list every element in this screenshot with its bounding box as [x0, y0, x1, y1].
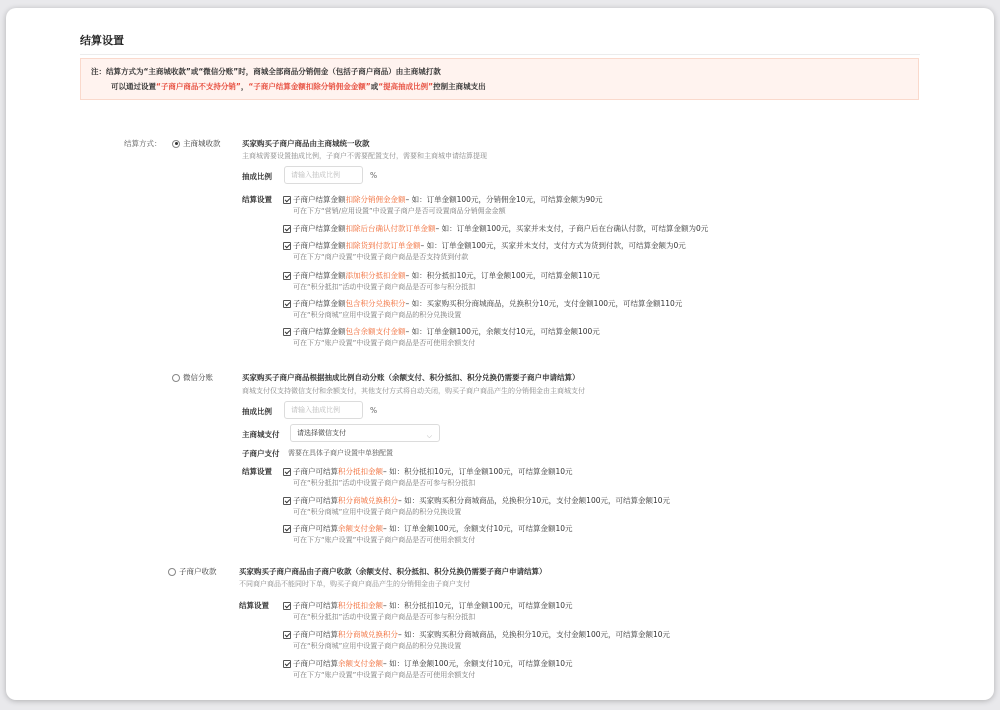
radio-unselected-icon [172, 374, 180, 382]
main-settlement-option[interactable] [283, 326, 600, 337]
option-note: 可在下方“账户设置”中设置子商户商品是否可使用余额支付 [293, 339, 476, 347]
checkbox-checked-icon[interactable] [283, 660, 291, 668]
option-prefix: 子商户结算金额 [293, 224, 346, 233]
radio-label: 子商户收款 [179, 567, 217, 576]
option-highlight: 扣除分销佣金金额 [345, 195, 406, 204]
wechat-rate-label: 抽成比例 [242, 407, 272, 416]
option-example: – 如：买家购买积分商城商品，兑换积分10元，支付金额100元，可结算金额10元 [398, 496, 671, 505]
sub-sub: 不同商户商品不能同时下单，购买子商户商品产生的分销佣金由子商户支付 [239, 580, 470, 588]
option-example: – 如：订单金额100元，余额支付10元，可结算金额10元 [383, 659, 573, 668]
option-highlight: 添加积分抵扣金额 [345, 271, 406, 280]
radio-selected-icon [172, 140, 180, 148]
main-settlement-option[interactable] [283, 270, 600, 281]
notice-text: ， [240, 82, 249, 91]
percent-sign: % [370, 406, 378, 415]
option-note: 可在下方“商户设置”中设置子商户商品是否支持货到付款 [293, 253, 469, 261]
option-example: – 如：订单金额100元，买家并未支付，支付方式为货到付款，可结算金额为0元 [420, 241, 686, 250]
main-settlement-option[interactable] [283, 298, 682, 309]
main-sub: 主商城需要设置抽成比例，子商户不需要配置支付，需要和主商城申请结算提现 [242, 152, 487, 160]
sub-settlement-option[interactable] [283, 658, 573, 669]
option-highlight: 余额支付金额 [338, 659, 383, 668]
option-note: 可在“积分抵扣”活动中设置子商户商品是否可参与积分抵扣 [293, 613, 476, 621]
checkbox-checked-icon[interactable] [283, 242, 291, 250]
checkbox-checked-icon[interactable] [283, 196, 291, 204]
option-highlight: 积分抵扣金额 [338, 601, 383, 610]
notice-link-raise-rate[interactable]: “提高抽成比例” [378, 82, 434, 91]
method-label: 结算方式： [124, 139, 162, 148]
percent-sign: % [370, 171, 378, 180]
option-highlight: 扣除后台确认付款订单金额 [345, 224, 436, 233]
sub-settings-label: 结算设置 [239, 601, 269, 610]
option-example: – 如：买家购买积分商城商品，兑换积分10元，支付金额100元，可结算金额10元 [398, 630, 671, 639]
option-prefix: 子商户可结算 [293, 601, 338, 610]
sub-settlement-option[interactable] [283, 600, 573, 611]
option-highlight: 包含余额支付金额 [345, 327, 406, 336]
settings-card [6, 8, 994, 700]
wechat-desc: 买家购买子商户商品根据抽成比例自动分账（余额支付、积分抵扣、积分兑换仍需要子商户申请结算） [242, 373, 580, 382]
checkbox-checked-icon[interactable] [283, 602, 291, 610]
divider [80, 54, 920, 55]
notice-banner [80, 58, 919, 100]
option-highlight: 扣除货到付款订单金额 [345, 241, 421, 250]
option-example: – 如：订单金额100元，分销佣金10元，可结算金额为90元 [405, 195, 603, 204]
notice-text: 或 [370, 82, 379, 91]
checkbox-checked-icon[interactable] [283, 497, 291, 505]
option-prefix: 子商户结算金额 [293, 241, 346, 250]
checkbox-checked-icon[interactable] [283, 328, 291, 336]
main-rate-input[interactable]: 请输入抽成比例 [284, 166, 363, 184]
wechat-settlement-option[interactable] [283, 466, 573, 477]
wechat-settlement-option[interactable] [283, 523, 573, 534]
main-rate-label: 抽成比例 [242, 172, 272, 181]
sub-settlement-option[interactable] [283, 629, 670, 640]
radio-main-mall[interactable] [172, 138, 221, 149]
radio-sub-merchant[interactable] [168, 566, 217, 577]
option-note: 可在“积分商城”应用中设置子商户商品的积分兑换设置 [293, 642, 462, 650]
select-value: 请选择微信支付 [297, 429, 346, 437]
wechat-settings-label: 结算设置 [242, 467, 272, 476]
option-note: 可在“积分抵扣”活动中设置子商户商品是否可参与积分抵扣 [293, 283, 476, 291]
notice-text: 可以通过设置 [111, 82, 156, 91]
notice-line-2 [111, 81, 486, 92]
option-highlight: 积分商城兑换积分 [338, 496, 398, 505]
option-note: 可在下方“账户设置”中设置子商户商品是否可使用余额支付 [293, 536, 476, 544]
main-settlement-option[interactable] [283, 223, 708, 234]
option-note: 可在“积分抵扣”活动中设置子商户商品是否可参与积分抵扣 [293, 479, 476, 487]
checkbox-checked-icon[interactable] [283, 300, 291, 308]
notice-line-1: 注：结算方式为“主商城收款”或“微信分账”时，商城全部商品分销佣金（包括子商户商品）由主商城打款 [91, 67, 441, 76]
main-settlement-option[interactable] [283, 240, 686, 251]
option-example: – 如：买家购买积分商城商品，兑换积分10元，支付金额100元，可结算金额110元 [405, 299, 683, 308]
option-example: – 如：订单金额100元，余额支付10元，可结算金额100元 [405, 327, 600, 336]
option-note: 可在下方“账户设置”中设置子商户商品是否可使用余额支付 [293, 671, 476, 679]
option-highlight: 包含积分兑换积分 [345, 299, 406, 308]
option-prefix: 子商户可结算 [293, 496, 338, 505]
option-highlight: 积分抵扣金额 [338, 467, 383, 476]
option-prefix: 子商户可结算 [293, 467, 338, 476]
radio-label: 主商城收款 [183, 139, 221, 148]
option-example: – 如：积分抵扣10元，订单金额100元，可结算金额10元 [383, 467, 573, 476]
checkbox-checked-icon[interactable] [283, 225, 291, 233]
checkbox-checked-icon[interactable] [283, 272, 291, 280]
wechat-settlement-option[interactable] [283, 495, 670, 506]
option-note: 可在“积分商城”应用中设置子商户商品的积分兑换设置 [293, 508, 462, 516]
sub-pay-value: 需要在具体子商户设置中单独配置 [288, 449, 393, 457]
notice-text: 控制主商城支出 [433, 82, 486, 91]
option-prefix: 子商户结算金额 [293, 327, 346, 336]
wechat-pay-select[interactable] [290, 424, 440, 442]
option-example: – 如：订单金额100元，买家并未支付，子商户后在台确认付款，可结算金额为0元 [435, 224, 709, 233]
option-example: – 如：积分抵扣10元，订单金额100元，可结算金额10元 [383, 601, 573, 610]
radio-label: 微信分账 [183, 373, 213, 382]
option-highlight: 余额支付金额 [338, 524, 383, 533]
wechat-rate-input[interactable]: 请输入抽成比例 [284, 401, 363, 419]
wechat-sub: 商城支付仅支持微信支付和余额支付，其他支付方式将自动关闭，购买子商户商品产生的分销佣金由主商城支付 [242, 387, 585, 395]
option-prefix: 子商户可结算 [293, 524, 338, 533]
page-title: 结算设置 [80, 34, 124, 47]
option-note: 可在“积分商城”应用中设置子商户商品的积分兑换设置 [293, 311, 462, 319]
checkbox-checked-icon[interactable] [283, 468, 291, 476]
option-prefix: 子商户结算金额 [293, 271, 346, 280]
checkbox-checked-icon[interactable] [283, 525, 291, 533]
option-prefix: 子商户可结算 [293, 659, 338, 668]
chevron-down-icon: ⌵ [426, 432, 432, 440]
option-prefix: 子商户可结算 [293, 630, 338, 639]
checkbox-checked-icon[interactable] [283, 631, 291, 639]
radio-wechat-split[interactable] [172, 372, 213, 383]
wechat-pay-label: 主商城支付 [242, 430, 280, 439]
option-highlight: 积分商城兑换积分 [338, 630, 398, 639]
notice-link-no-distribution[interactable]: “子商户商品不支持分销” [156, 82, 241, 91]
option-note: 可在下方“营销/应用设置”中设置子商户是否可设置商品分销佣金金额 [293, 207, 506, 215]
notice-link-deduct-commission[interactable]: “子商户结算金额扣除分销佣金金额” [248, 82, 371, 91]
main-settlement-option[interactable] [283, 194, 603, 205]
main-settings-label: 结算设置 [242, 195, 272, 204]
sub-desc: 买家购买子商户商品由子商户收款（余额支付、积分抵扣、积分兑换仍需要子商户申请结算） [239, 567, 547, 576]
main-desc: 买家购买子商户商品由主商城统一收款 [242, 139, 370, 148]
radio-unselected-icon [168, 568, 176, 576]
option-example: – 如：积分抵扣10元，订单金额100元，可结算金额110元 [405, 271, 600, 280]
option-example: – 如：订单金额100元，余额支付10元，可结算金额10元 [383, 524, 573, 533]
sub-pay-label: 子商户支付 [242, 449, 280, 458]
option-prefix: 子商户结算金额 [293, 195, 346, 204]
option-prefix: 子商户结算金额 [293, 299, 346, 308]
